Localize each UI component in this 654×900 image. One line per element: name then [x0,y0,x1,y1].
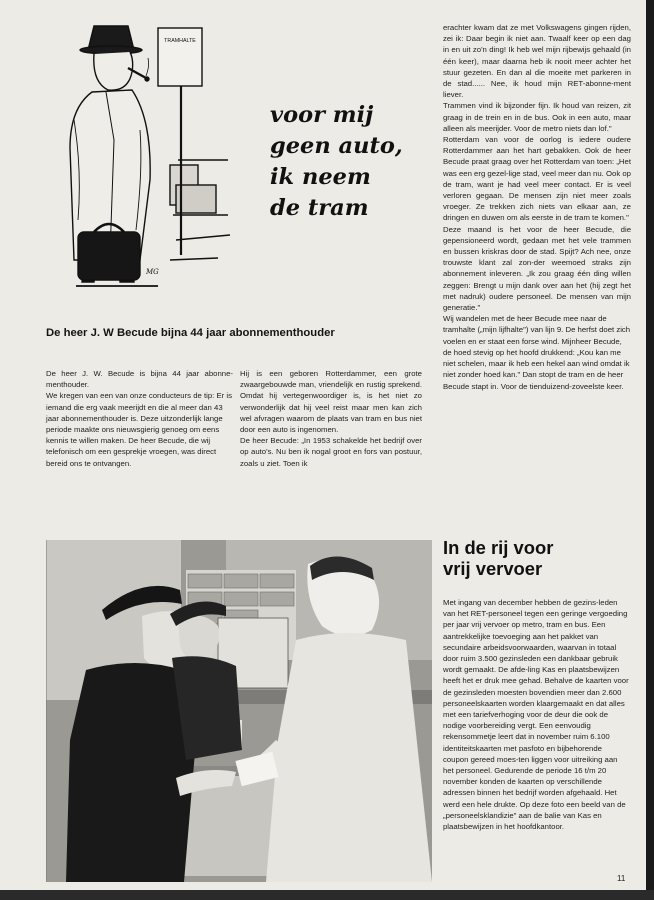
paragraph: Hij is een geboren Rotterdammer, een grote zwaargebouwde man, vriendelijk en rustig sprekend. Omdat hij vertegenwoordiger is, is het niet zo verwonderlijk dat hij veel reist maar men kan zich wel afvragen waarom de plaats van tram en bus niet door een auto is ingenomen. [240,369,422,435]
paragraph: Rotterdam van voor de oorlog is iedere oudere Rotterdammer aan het hart gebakken. Ook de heer Becude praat graag over het Rotterdam van toen: „Het was een erg gezel-lige stad, veel meer dan nu. Ook op de tram, want je had veel meer contact. Er is veel verloren gegaan. De mensen zijn niet meer zoals vroeger. Ze trekken zich niets van elkaar aan, ze dringen en duwen om als eerste in de tram te komen." [443,135,631,223]
paragraph: De heer J. W. Becude is bijna 44 jaar abonne-menthouder. [46,369,233,390]
title-line: de tram [270,195,369,221]
article2-body [443,597,629,832]
tram-stop-sign-text: TRAMHALTE [164,38,196,44]
paragraph: Met ingang van december hebben de gezins-leden van het RET-personeel tegen een geringe vergoeding per jaar vrij vervoer op metro, tram en bus. Een aantrekkelijke toevoeging aan het pakket van secundaire arbeidsvoorwaarden, waarvan in totaal door ruim 3.500 gezinsleden een dankbaar gebruik wordt gemaakt. De afde-ling Kas en plaatsbewijzen heeft het er druk mee gehad. Behalve de kaarten voor de gezinsleden moesten bovendien meer dan 2.600 personeelskaarten worden klaargemaakt en dat alles met een tariefverhoging voor de deur die ook de nodige voorbereiding vergt. Een eenvoudig rekensommetje leert dat in november ruim 6.100 identiteitskaarten met pasfoto en bijbehorende coupon gereed moes-ten liggen voor uitreiking aan het personeel. Gedurende de periode 16 t/m 20 november konden de kaarten op verschillende adressen binnen het bedrijf worden afgehaald. Het werd een hele drukte. Op deze foto een beeld van de „personeelsklandizie" aan de balie van Kas en plaatsbewijzen in het hoofdkantoor. [443,598,629,832]
paragraph: De heer Becude: „In 1953 schakelde het bedrijf over op auto's. Nu ben ik nogal groot en fors van postuur, zoals u ziet. Toen ik [240,436,422,468]
heading-line: In de rij voor [443,537,554,558]
title-line: ik neem [270,164,371,190]
article2-heading [443,537,638,579]
title-line: geen auto, [270,133,403,159]
article-column-1 [46,368,233,469]
counter-photo [46,540,432,882]
paragraph: Trammen vind ik bijzonder fijn. Ik houd van reizen, zit graag in de trein en in de bus. Ook in een auto, maar alleen als meerijder. Voor de metro niets dan lof." [443,101,631,133]
page-edge-right [646,0,654,900]
heading-line: vrij vervoer [443,558,543,579]
page-number: 11 [617,874,626,883]
artist-signature: MG [146,268,159,276]
paragraph: Deze maand is het voor de heer Becude, die gepensioneerd wordt, gedaan met het vele trammen en bussen kriskras door de stad. Spijt? Ach nee, onze trouwste klant zal zon-der weemoed straks zijn abonnement inleveren. „Ik zou graag één ding willen zeggen: Brengt u mijn dank over aan het (hij zegt het met nadruk) oudere personeel. De mensen van mijn generatie." [443,224,631,313]
paragraph: erachter kwam dat ze met Volkswagens gingen rijden, zei ik: Daar begin ik niet aan. Twaalf keer op een dag in en uit zo'n ding! Ik heb wel mijn rijbewijs gehaald (in één keer), maar daarna heb ik nooit meer achter het stuur gezeten. En dan al die moeite met parkeren in de stad...... Nee, ik houd mijn RET-abonne-ment liever. [443,23,631,100]
article-column-2 [240,368,422,469]
title-line: voor mij [270,102,374,128]
page-edge-bottom [0,890,654,900]
article-title [270,100,430,224]
cartoon-illustration [48,20,233,305]
paragraph: We kregen van een van onze conducteurs de tip: Er is iemand die erg vaak meerijdt en die al meer dan 43 jaar abonnementhouder is. Deze uitzonderlijk lange periode maakte ons nieuwsgierig genoeg om eens kennis te willen maken. De heer Becude, die wij telefonisch om een gesprekje vroegen, was direct bereid ons te ontvangen. [46,391,232,468]
article-subheading: De heer J. W Becude bijna 44 jaar abonnementhouder [46,327,335,339]
article-column-3 [443,22,631,392]
paragraph: Wij wandelen met de heer Becude mee naar de tramhalte („mijn lijfhalte") van lijn 9. De herfst doet zich voelen en er staat een forse wind. Mijnheer Becude, de hoed stevig op het hoofd drukkend: „Kou kan me niet schelen, maar ik heb een hekel aan wind omdat ik niet zonder hoed kan." Dan stopt de tram en de heer Becude stapt in. Voor de tienduizend-zoveelste keer. [443,314,631,391]
